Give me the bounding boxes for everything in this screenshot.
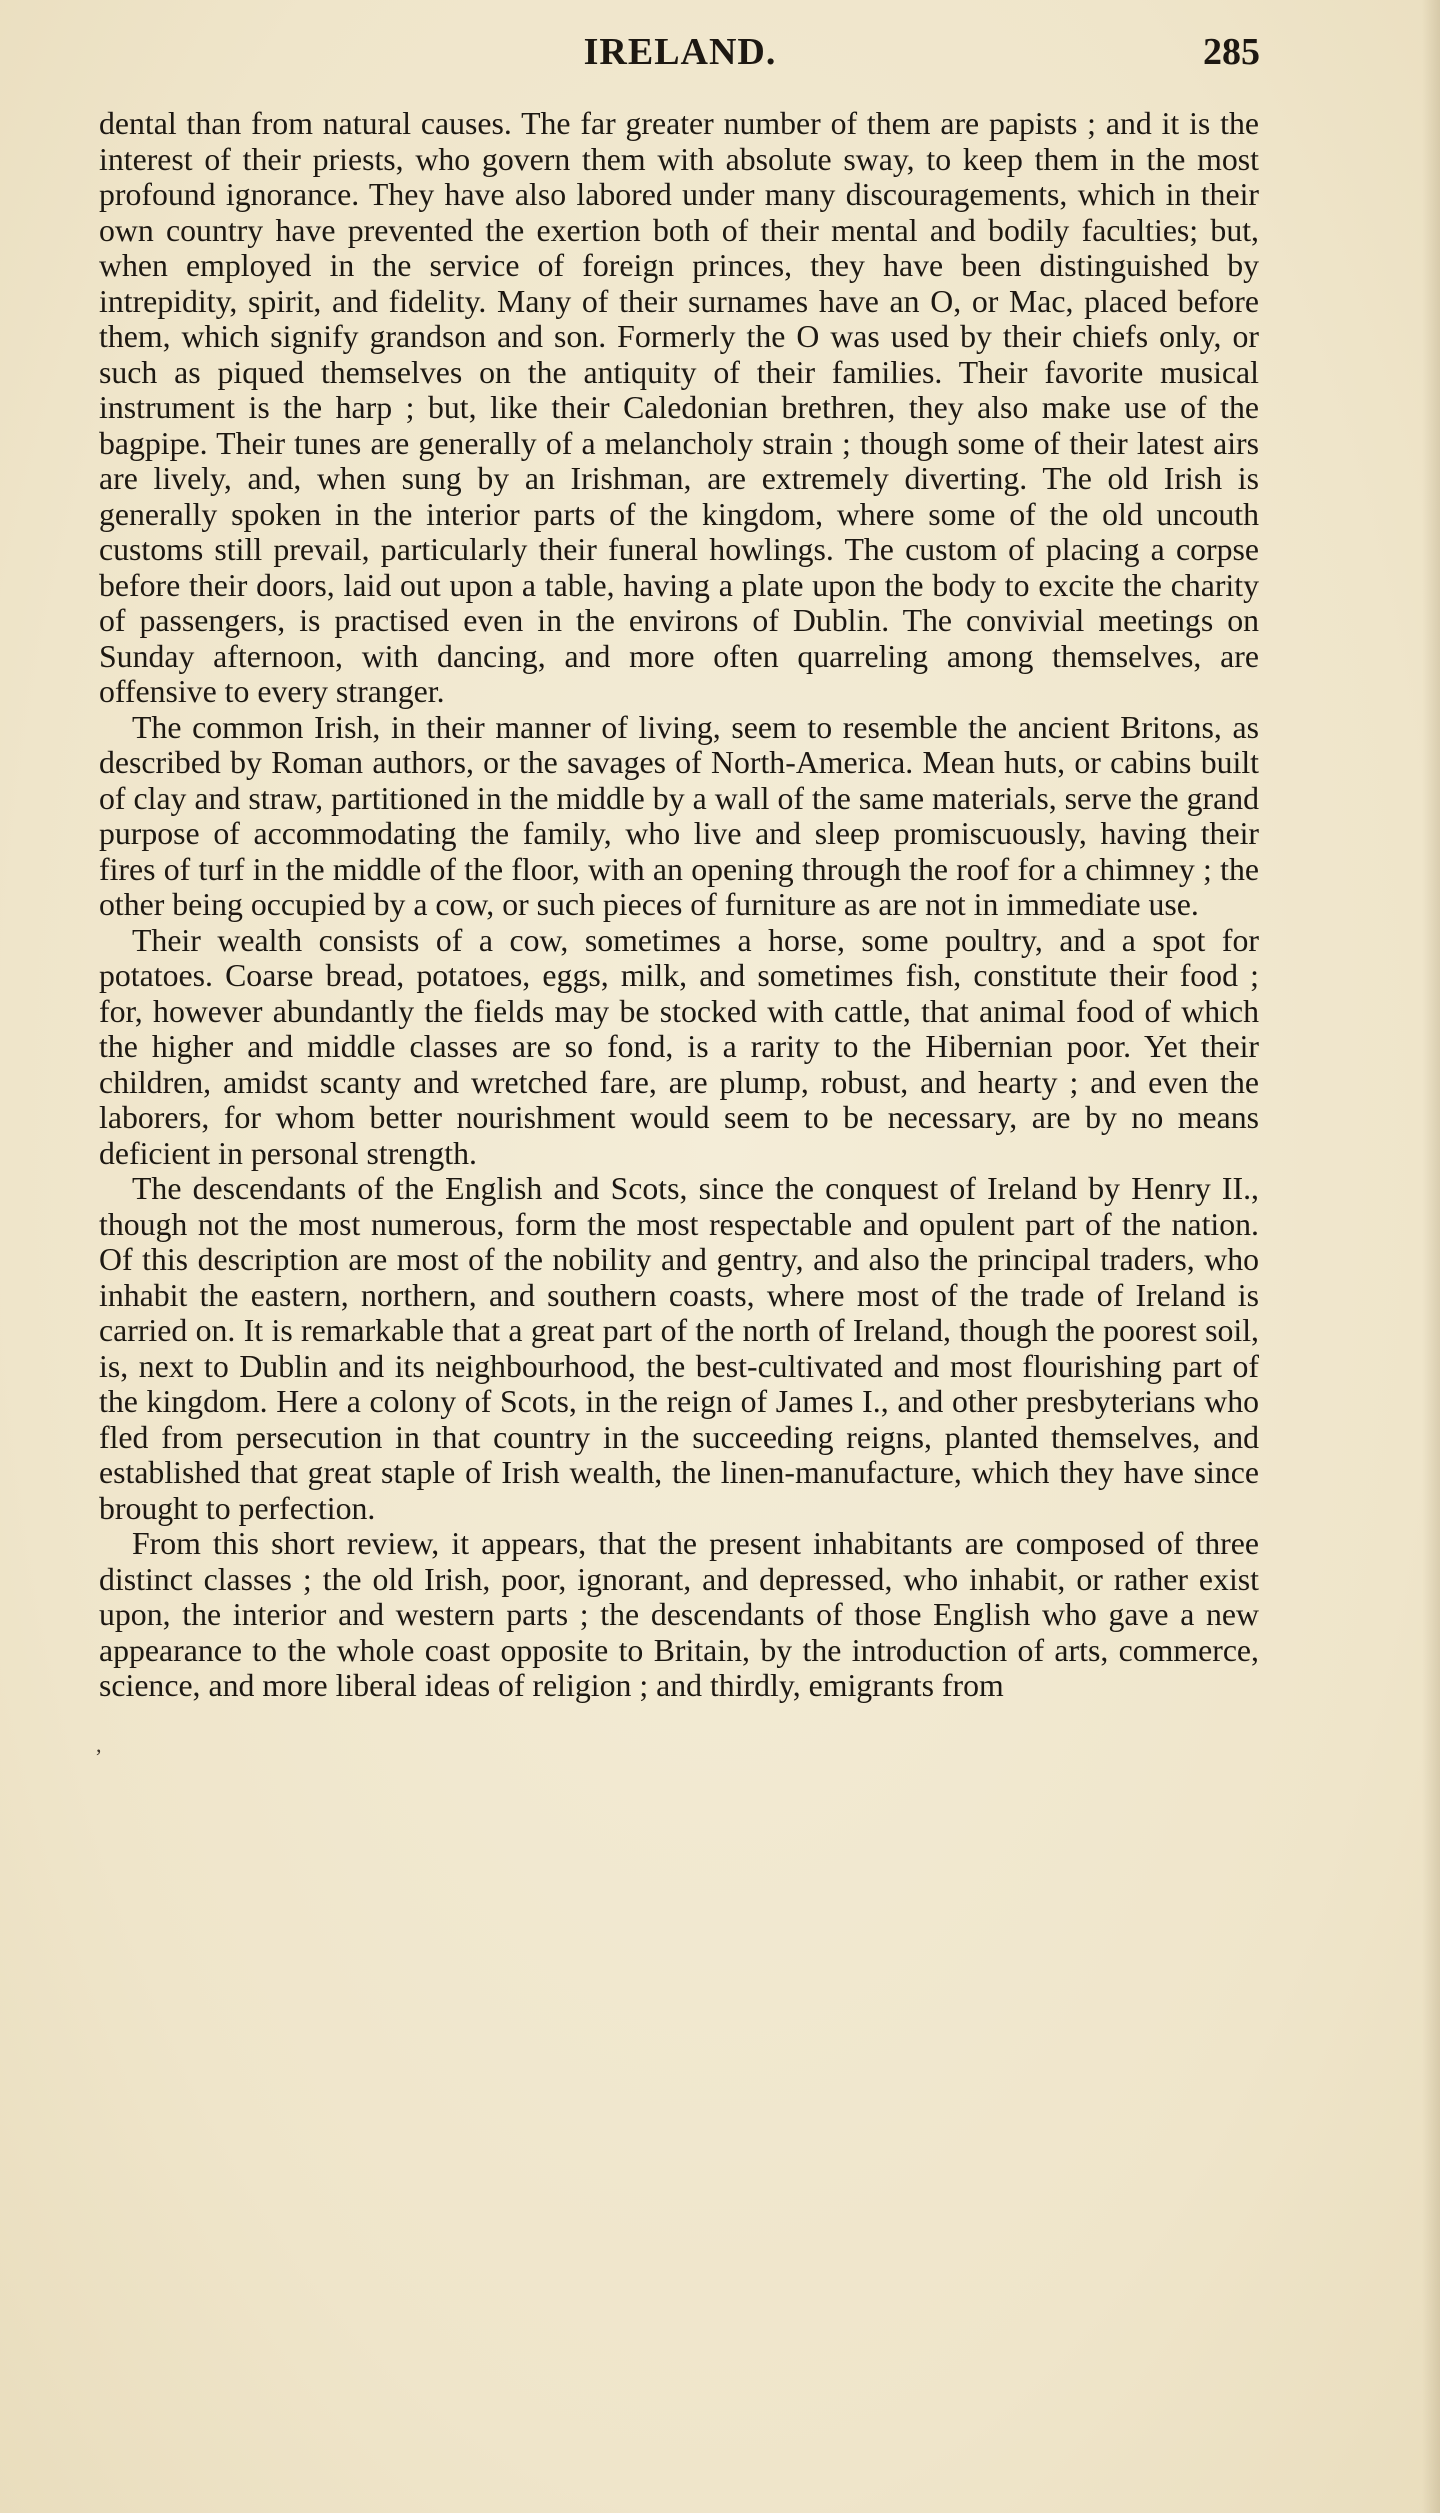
page-edge-shadow <box>1422 0 1440 2513</box>
paragraph-common-irish: The common Irish, in their manner of living, seem to resemble the ancient Britons, as described by Roman authors, or the savages of North-America. Mean huts, or cabins built of clay and straw, partitioned in the middle by a wall of the same materials, serve the grand purpose of accommodating the family, who live and sleep promiscuously, having their fires of turf in the middle of the floor, with an opening through the roof for a chimney ; the other being occupied by a cow, or such pieces of furniture as are not in immediate use. <box>99 709 1259 922</box>
running-head <box>100 30 1260 86</box>
page-number: 285 <box>1203 31 1260 73</box>
paragraph-descendants: The descendants of the English and Scots, since the conquest of Ireland by Henry II., though not the most numerous, form the most respectable and opulent part of the nation. Of this description are most of the nobility and gentry, and also the principal traders, who inhabit the eastern, northern, and southern coasts, where most of the trade of Ireland is carried on. It is remarkable that a great part of the north of Ireland, though the poorest soil, is, next to Dublin and its neighbourhood, the best-cultivated and most flourishing part of the kingdom. Here a colony of Scots, in the reign of James I., and other presbyterians who fled from persecution in that country in the succeeding reigns, planted themselves, and established that great staple of Irish wealth, the linen-manufacture, which they have since brought to perfection. <box>99 1171 1259 1526</box>
paragraph-short-review: From this short review, it appears, that the present inhabitants are composed of three distinct classes ; the old Irish, poor, ignorant, and depressed, who inhabit, or rather exist upon, the interior and western parts ; the descendants of those English who gave a new appearance to the whole coast opposite to Britain, by the introduction of arts, commerce, science, and more liberal ideas of religion ; and thirdly, emigrants from <box>99 1526 1259 1703</box>
paragraph-wealth: Their wealth consists of a cow, sometimes a horse, some poultry, and a spot for potatoes. Coarse bread, potatoes, eggs, milk, and sometimes fish, constitute their food ; for, however abundantly the fields may be stocked with cattle, that animal food of which the higher and middle classes are so fond, is a rarity to the Hibernian poor. Yet their children, amidst scanty and wretched fare, are plump, robust, and hearty ; and even the laborers, for whom better nourishment would seem to be necessary, are by no means deficient in personal strength. <box>99 922 1259 1171</box>
paragraph-continued: dental than from natural causes. The far greater number of them are papists ; and it is the interest of their priests, who govern them with absolute sway, to keep them in the most profound ignorance. They have also labored under many discouragements, which in their own country have prevented the exertion both of their mental and bodily faculties; but, when employed in the service of foreign princes, they have been distinguished by intrepidity, spirit, and fidelity. Many of their surnames have an O, or Mac, placed before them, which signify grandson and son. Formerly the O was used by their chiefs only, or such as piqued themselves on the antiquity of their families. Their favorite musical instrument is the harp ; but, like their Caledonian brethren, they also make use of the bagpipe. Their tunes are generally of a melancholy strain ; though some of their latest airs are lively, and, when sung by an Irishman, are extremely diverting. The old Irish is generally spoken in the interior parts of the kingdom, where some of the old uncouth customs still prevail, particularly their funeral howlings. The custom of placing a corpse before their doors, laid out upon a table, having a plate upon the body to excite the charity of passengers, is practised even in the environs of Dublin. The convivial meetings on Sunday afternoon, with dancing, and more often quarreling among themselves, are offensive to every stranger. <box>99 106 1259 709</box>
running-title: IRELAND. <box>583 31 777 73</box>
body-text <box>99 106 1259 1704</box>
margin-mark: , <box>96 1732 102 1757</box>
